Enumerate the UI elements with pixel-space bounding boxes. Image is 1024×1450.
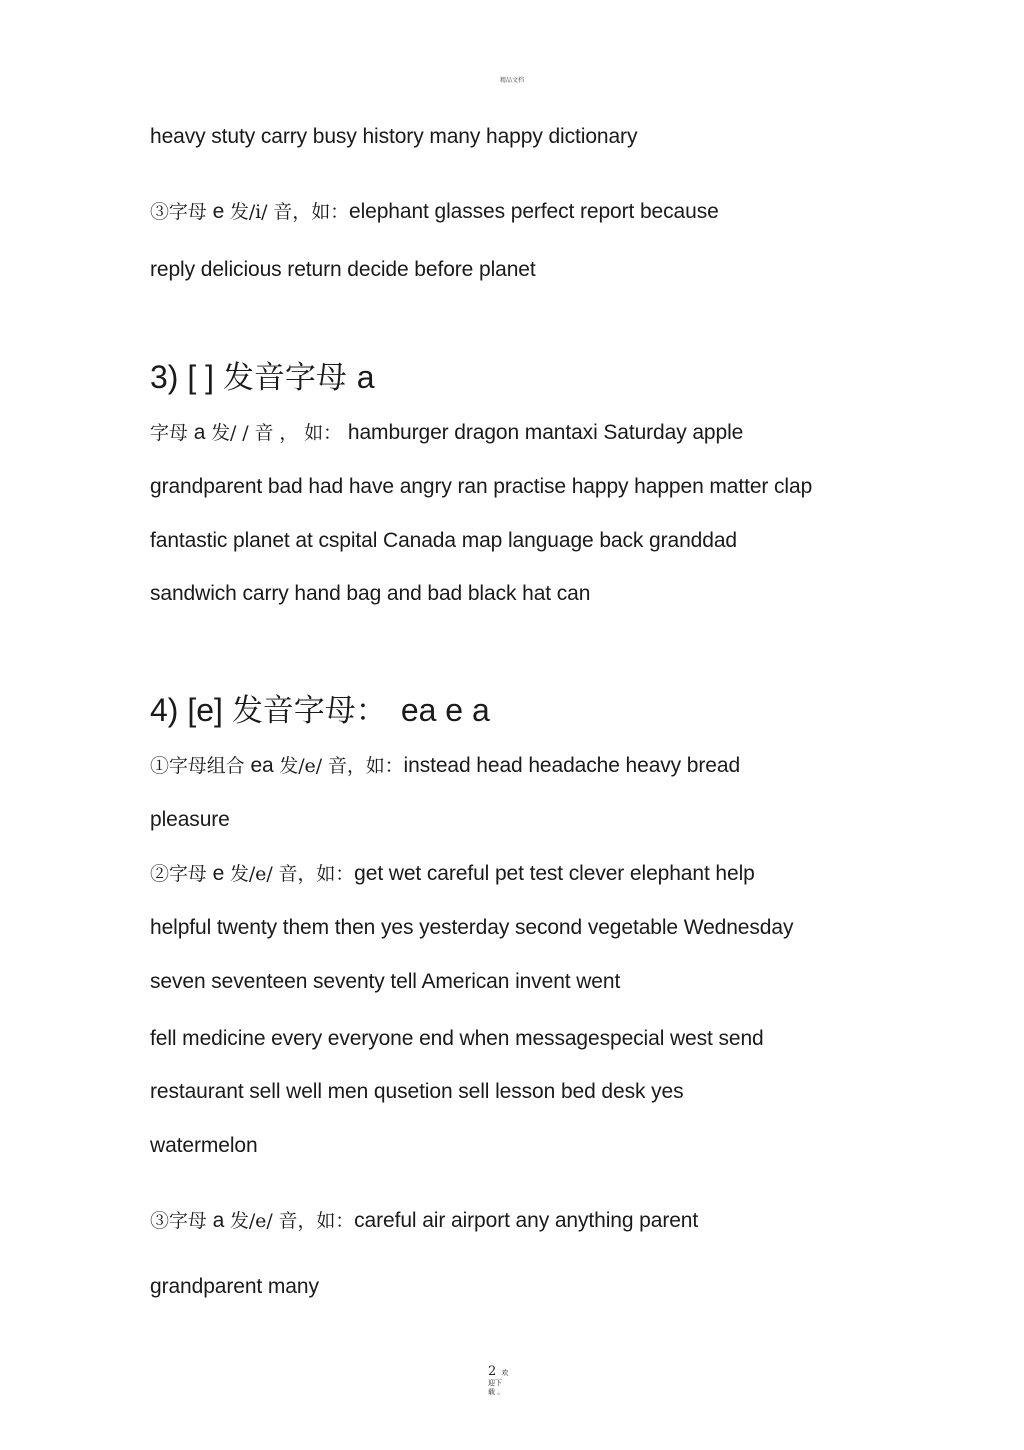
text-line <box>150 860 755 888</box>
text-line: heavy stuty carry busy history many happy dictionary <box>150 125 638 148</box>
heading-cjk: 发音字母 <box>222 360 357 396</box>
text-line: helpful twenty them then yes yesterday second vegetable Wednesday <box>150 916 794 939</box>
word-list: get wet careful pet test clever elephant help <box>354 862 755 885</box>
cjk-label: ②字母 <box>150 863 213 885</box>
letter: e <box>212 200 230 223</box>
text-line: pleasure <box>150 808 230 831</box>
word-list: careful air airport any anything parent <box>354 1209 699 1232</box>
page-header-mark: 精品文档 <box>499 77 524 84</box>
text-line <box>150 752 740 780</box>
cjk-label: ③字母 <box>150 1210 213 1232</box>
cjk-label: 发/ / 音 ， 如： <box>211 422 348 444</box>
text-line: watermelon <box>150 1134 258 1157</box>
heading-letter: a <box>356 359 375 395</box>
section-heading-4 <box>150 690 490 731</box>
text-line: sandwich carry hand bag and bad black hat can <box>150 582 591 605</box>
heading-cjk: 发音字母： <box>231 693 387 729</box>
word-list: instead head headache heavy bread <box>403 754 741 777</box>
text-line: fell medicine every everyone end when messagespecial west send <box>150 1027 764 1050</box>
text-line: reply delicious return decide before planet <box>150 258 536 281</box>
section-heading-3 <box>150 357 375 398</box>
text-line <box>150 1207 698 1235</box>
text-line <box>150 198 719 226</box>
heading-letters: ea e a <box>400 692 490 728</box>
letter: e <box>212 862 230 885</box>
text-line: grandparent bad had have angry ran practise happy happen matter clap <box>150 475 813 498</box>
footer-text: 欢 <box>501 1369 509 1377</box>
cjk-label: ③字母 <box>150 201 213 223</box>
word-list: hamburger dragon mantaxi Saturday apple <box>347 421 744 444</box>
cjk-label: 发/e/ 音，如： <box>279 755 404 777</box>
heading-number: 4) [e] <box>150 692 232 728</box>
footer-text: 载 。 <box>488 1388 505 1396</box>
cjk-label: 发/e/ 音，如： <box>229 1210 355 1232</box>
letter: ea <box>250 754 280 777</box>
word-list: elephant glasses perfect report because <box>349 200 719 223</box>
cjk-label: 发/i/ 音，如： <box>229 201 349 223</box>
cjk-label: 字母 <box>150 422 194 444</box>
text-line <box>150 419 743 447</box>
cjk-label: ①字母组合 <box>150 755 251 777</box>
footer-text: 迎下 <box>488 1379 502 1387</box>
text-line: restaurant sell well men qusetion sell lesson bed desk yes <box>150 1080 684 1103</box>
text-line: seven seventeen seventy tell American invent went <box>150 970 621 993</box>
heading-number: 3) [ ] <box>150 359 223 395</box>
cjk-label: 发/e/ 音，如： <box>229 863 355 885</box>
text-line: grandparent many <box>150 1275 319 1298</box>
letter: a <box>212 1209 230 1232</box>
letter: a <box>193 421 212 444</box>
text-line: fantastic planet at cspital Canada map language back granddad <box>150 529 737 552</box>
page-number: 2 <box>488 1364 497 1379</box>
page-footer <box>488 1360 528 1397</box>
